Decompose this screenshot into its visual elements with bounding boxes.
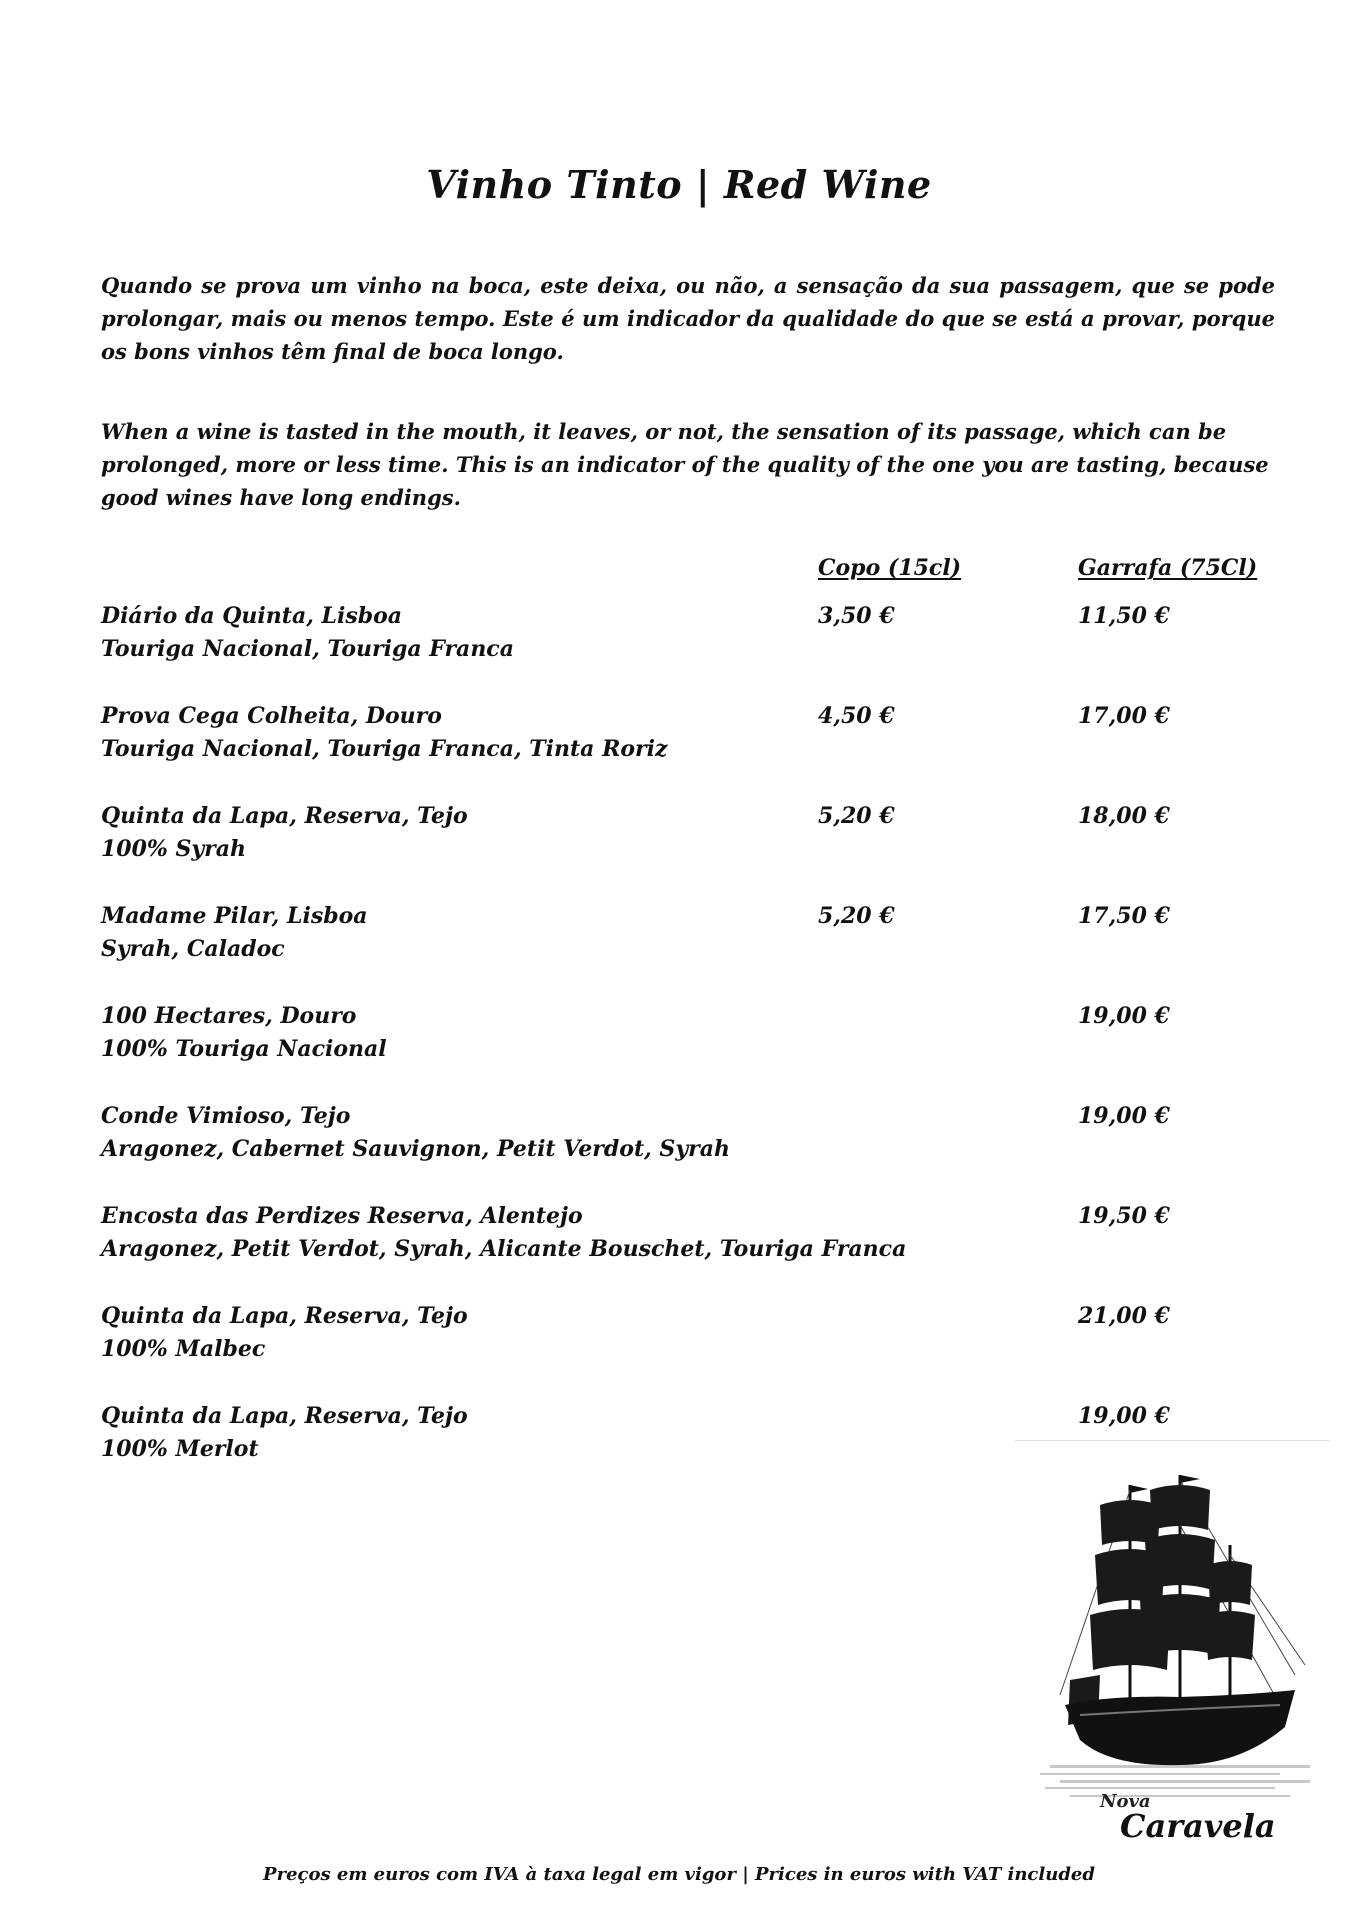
footer-note: Preços em euros com IVA à taxa legal em vigor | Prices in euros with VAT included [263, 1864, 1095, 1885]
wine-name: Conde Vimioso, Tejo [101, 1103, 351, 1129]
bottle-price: 21,00 € [1078, 1303, 1170, 1329]
wine-item [0, 1200, 1358, 1300]
wine-name: Quinta da Lapa, Reserva, Tejo [101, 1303, 468, 1329]
wine-list [0, 600, 1358, 1500]
wine-grapes: 100% Merlot [101, 1436, 259, 1462]
wine-grapes: Touriga Nacional, Touriga Franca [101, 636, 514, 662]
wine-name: Diário da Quinta, Lisboa [101, 603, 403, 629]
bottle-price: 19,00 € [1078, 1103, 1170, 1129]
ship-icon [1040, 1465, 1320, 1845]
wine-item [0, 800, 1358, 900]
column-header-bottle: Garrafa (75Cl) [1078, 555, 1258, 581]
bottle-price: 19,00 € [1078, 1403, 1170, 1429]
logo-brand-line2: Caravela [1120, 1807, 1276, 1845]
wine-item [0, 1300, 1358, 1400]
column-header-glass: Copo (15cl) [818, 555, 962, 581]
wine-grapes: Syrah, Caladoc [101, 936, 285, 962]
wine-grapes: Aragonez, Petit Verdot, Syrah, Alicante Bouschet, Touriga Franca [101, 1236, 907, 1262]
glass-price: 5,20 € [818, 803, 895, 829]
wine-item [0, 600, 1358, 700]
wine-name: Encosta das Perdizes Reserva, Alentejo [101, 1203, 583, 1229]
wine-item [0, 900, 1358, 1000]
intro-english: When a wine is tasted in the mouth, it leaves, or not, the sensation of its passage, which can be prolonged, more or less time. This is an indicator of the quality of the one you are tasting, because good wines have long endings. [101, 419, 1269, 510]
page-title: Vinho Tinto | Red Wine [426, 162, 932, 207]
logo-divider [1015, 1440, 1330, 1441]
wine-name: Quinta da Lapa, Reserva, Tejo [101, 1403, 468, 1429]
bottle-price: 11,50 € [1078, 603, 1170, 629]
bottle-price: 18,00 € [1078, 803, 1170, 829]
wine-item [0, 700, 1358, 800]
wine-name: 100 Hectares, Douro [101, 1003, 357, 1029]
wine-name: Quinta da Lapa, Reserva, Tejo [101, 803, 468, 829]
intro-portuguese: Quando se prova um vinho na boca, este deixa, ou não, a sensação da sua passagem, que se pode prolongar, mais ou menos tempo. Este é um indicador da qualidade do que se está a provar, porque os bons vinhos têm final de boca longo. [101, 273, 1275, 364]
bottle-price: 17,00 € [1078, 703, 1170, 729]
wine-grapes: 100% Touriga Nacional [101, 1036, 387, 1062]
wine-grapes: 100% Syrah [101, 836, 246, 862]
glass-price: 3,50 € [818, 603, 895, 629]
wine-grapes: 100% Malbec [101, 1336, 266, 1362]
bottle-price: 19,00 € [1078, 1003, 1170, 1029]
wine-grapes: Aragonez, Cabernet Sauvignon, Petit Verdot, Syrah [101, 1136, 730, 1162]
bottle-price: 19,50 € [1078, 1203, 1170, 1229]
wine-name: Madame Pilar, Lisboa [101, 903, 368, 929]
logo-brand-line1: Nova [1100, 1791, 1151, 1812]
wine-name: Prova Cega Colheita, Douro [101, 703, 442, 729]
glass-price: 5,20 € [818, 903, 895, 929]
bottle-price: 17,50 € [1078, 903, 1170, 929]
wine-item [0, 1000, 1358, 1100]
wine-item [0, 1100, 1358, 1200]
glass-price: 4,50 € [818, 703, 895, 729]
wine-grapes: Touriga Nacional, Touriga Franca, Tinta Roriz [101, 736, 668, 762]
